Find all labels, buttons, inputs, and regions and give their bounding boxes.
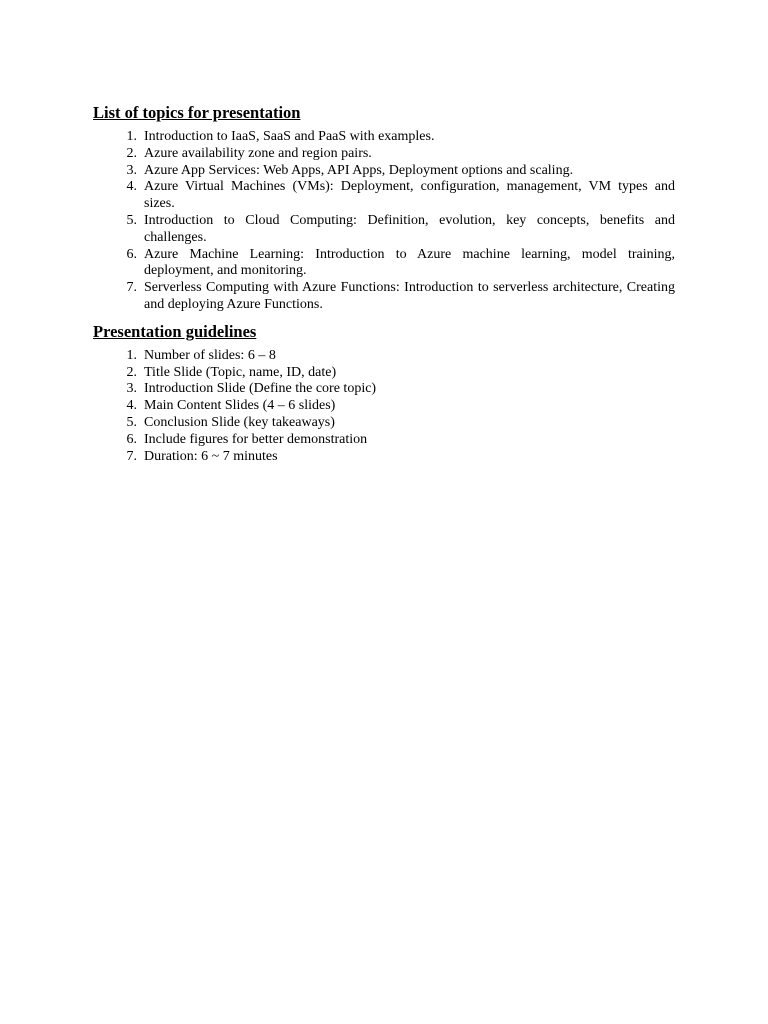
- guidelines-list: [93, 348, 675, 466]
- list-item-text: Azure Machine Learning: Introduction to Azure machine learning, model training, deployment, and monitoring.: [144, 246, 675, 279]
- list-item: [93, 398, 675, 415]
- list-item-text: Duration: 6 ~ 7 minutes: [144, 448, 278, 464]
- list-item-number: 1.: [126, 129, 137, 144]
- list-item: [93, 365, 675, 382]
- list-item-number: 5.: [126, 212, 137, 228]
- list-item-number: 4.: [126, 398, 137, 414]
- list-item: [93, 280, 675, 314]
- list-item-number: 4.: [126, 179, 137, 195]
- list-item-number: 2.: [126, 364, 137, 380]
- list-item: [93, 381, 675, 398]
- list-item-text: Azure Virtual Machines (VMs): Deployment, configuration, management, VM types and sizes.: [144, 179, 675, 212]
- list-item-text: Serverless Computing with Azure Functions: Introduction to serverless architecture, Creating and deploying Azure Functions.: [144, 280, 675, 312]
- list-item: [93, 146, 675, 163]
- list-item: [93, 247, 675, 281]
- list-item-number: 6.: [126, 246, 137, 262]
- document-page: [93, 103, 675, 465]
- list-item: [93, 129, 675, 146]
- list-item-text: Number of slides: 6 – 8: [144, 347, 276, 363]
- list-item-number: 2.: [126, 145, 137, 161]
- list-item-text: Include figures for better demonstration: [144, 431, 368, 447]
- list-item: [93, 415, 675, 432]
- topics-heading: List of topics for presentation: [93, 103, 301, 122]
- list-item-text: Main Content Slides (4 – 6 slides): [144, 398, 336, 414]
- list-item-text: Azure App Services: Web Apps, API Apps, Deployment options and scaling.: [144, 162, 574, 178]
- list-item-number: 1.: [126, 347, 137, 363]
- list-item-number: 7.: [126, 448, 137, 464]
- list-item-text: Conclusion Slide (key takeaways): [144, 414, 335, 430]
- list-item-text: Introduction to IaaS, SaaS and PaaS with examples.: [144, 129, 435, 144]
- guidelines-heading: Presentation guidelines: [93, 321, 257, 341]
- topics-list: [93, 129, 675, 314]
- list-item-text: Azure availability zone and region pairs.: [144, 145, 372, 161]
- list-item: [93, 348, 675, 365]
- list-item-number: 3.: [126, 381, 137, 397]
- list-item-text: Title Slide (Topic, name, ID, date): [144, 364, 337, 380]
- list-item: [93, 213, 675, 247]
- list-item: [93, 163, 675, 180]
- list-item-number: 7.: [126, 280, 137, 296]
- list-item-number: 3.: [126, 162, 137, 178]
- list-item-number: 6.: [126, 431, 137, 447]
- list-item-text: Introduction Slide (Define the core topic): [144, 381, 377, 397]
- list-item-number: 5.: [126, 414, 137, 430]
- list-item: [93, 179, 675, 213]
- list-item-text: Introduction to Cloud Computing: Definition, evolution, key concepts, benefits and challenges.: [144, 212, 675, 245]
- list-item: [93, 449, 675, 466]
- list-item: [93, 432, 675, 449]
